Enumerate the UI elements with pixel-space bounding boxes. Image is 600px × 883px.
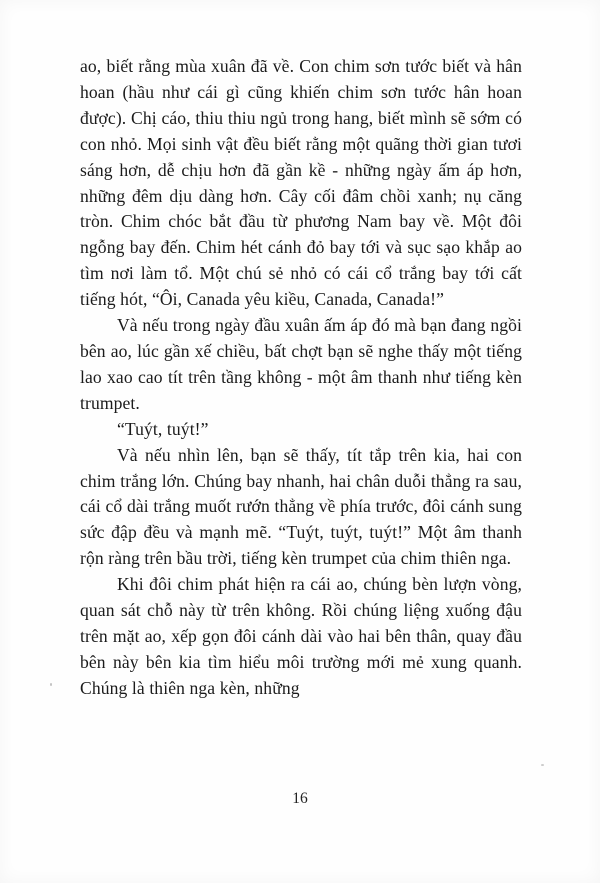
paragraph: Và nếu nhìn lên, bạn sẽ thấy, tít tắp trên kia, hai con chim trắng lớn. Chúng bay nhanh, hai chân duỗi thẳng ra sau, cái cổ dài trắng muốt rướn thẳng về phía trước, đôi cánh sung sức đập đều và mạnh mẽ. “Tuýt, tuýt, tuýt!” Một âm thanh rộn ràng trên bầu trời, tiếng kèn trumpet của chim thiên nga. bbox=[80, 444, 522, 569]
scan-speck bbox=[541, 764, 544, 766]
paragraph: Và nếu trong ngày đầu xuân ấm áp đó mà bạn đang ngồi bên ao, lúc gần xế chiều, bất chợt bạn sẽ nghe thấy một tiếng lao xao cao tít trên tầng không - một âm thanh như tiếng kèn trumpet. bbox=[80, 315, 522, 413]
page-number: 16 bbox=[292, 790, 308, 807]
scan-speck bbox=[50, 683, 52, 686]
paragraph-dialogue: “Tuýt, tuýt!” bbox=[117, 418, 209, 439]
paragraph-continuation: ao, biết rằng mùa xuân đã về. Con chim sơn tước biết và hân hoan (hầu như cái gì cũng khiến chim sơn tước hân hoan được). Chị cáo, thiu thiu ngủ trong hang, biết mình sẽ sớm có con nhỏ. Mọi sinh vật đều biết rằng một quãng thời gian tươi sáng hơn, dễ chịu hơn đã gần kề - những ngày ấm áp hơn, những đêm dịu dàng hơn. Cây cối đâm chồi xanh; nụ căng tròn. Chim chóc bắt đầu từ phương Nam bay về. Một đôi ngỗng bay đến. Chim hét cánh đỏ bay tới và sục sạo khắp ao tìm nơi làm tổ. Một chú sẻ nhỏ có cái cổ trắng bay tới cất tiếng hót, “Ôi, Canada yêu kiều, Canada, Canada!” bbox=[80, 56, 522, 310]
paragraph: Khi đôi chim phát hiện ra cái ao, chúng bèn lượn vòng, quan sát chỗ này từ trên không. Rồi chúng liệng xuống đậu trên mặt ao, xếp gọn đôi cánh dài vào hai bên thân, quay đầu bên này bên kia tìm hiểu môi trường mới mẻ xung quanh. Chúng là thiên nga kèn, những bbox=[80, 574, 522, 698]
page-text-block bbox=[80, 54, 522, 702]
